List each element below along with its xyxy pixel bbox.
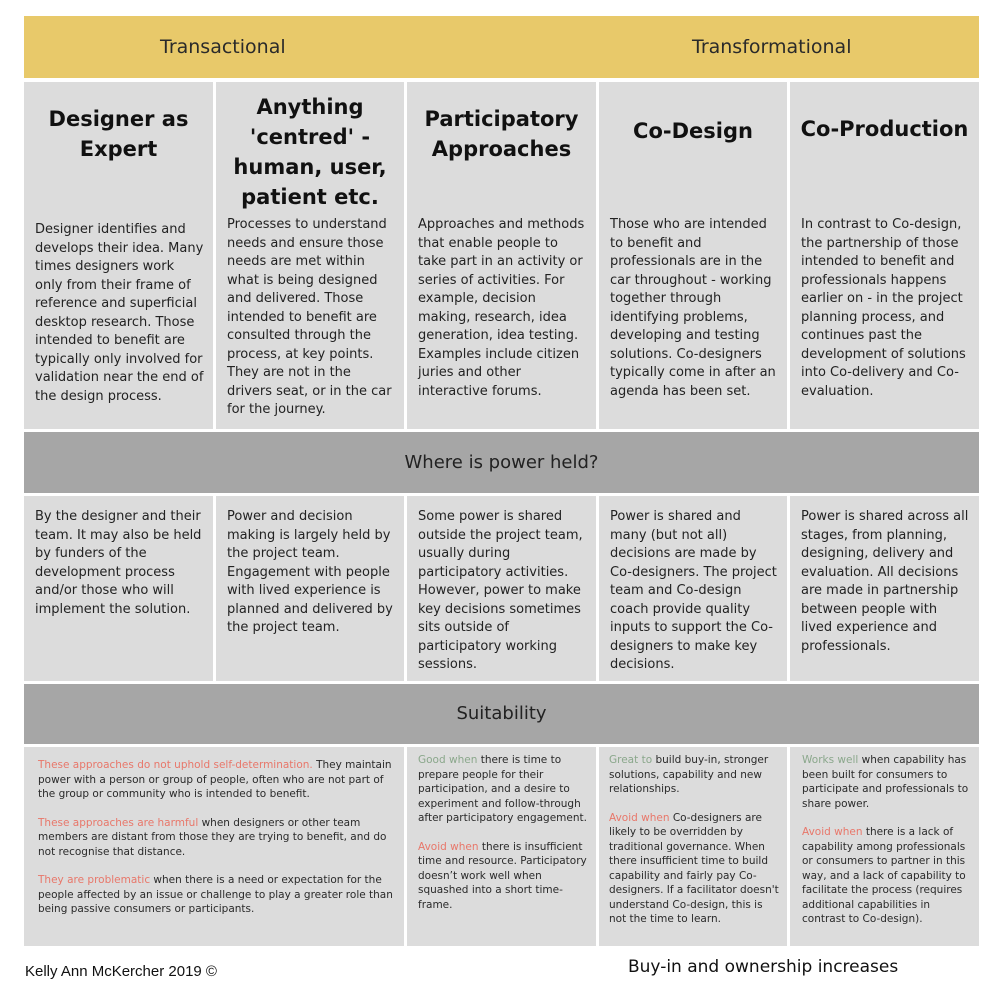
suitability-body: They maintain power with a person or group of people, often who are not part of the group or community who is intended to benefit. <box>38 759 392 800</box>
suitability-highlight: Great to <box>609 754 653 766</box>
column-anything-centred <box>216 82 404 429</box>
power-cell <box>790 496 979 681</box>
column-description: In contrast to Co-design, the partnership of those intended to benefit and professionals happens earlier on - in the project planning process, and continues past the development of solutions into Co-delivery and Co-evaluation. <box>801 217 966 399</box>
suitability-text <box>802 753 971 941</box>
suitability-body: when capability has been built for consumers to participate and professionals to share power. <box>802 754 969 810</box>
suitability-body: when there is a need or expectation for the people affected by an issue or challenge to play a greater role than being passive consumers or participants. <box>38 874 393 915</box>
suitability-highlight: They are problematic <box>38 874 151 886</box>
suitability-body: there is insufficient time and resource. Participatory doesn’t work well when squashed into a short time-frame. <box>418 840 587 911</box>
suitability-highlight: These approaches are harmful <box>38 816 199 829</box>
suitability-highlight: Good when <box>418 754 478 766</box>
suitability-text <box>609 753 779 941</box>
power-text: By the designer and their team. It may also be held by funders of the development process and/or those who will implement the solution. <box>35 509 202 617</box>
author-credit: Kelly Ann McKercher 2019 © <box>25 963 217 980</box>
power-cell <box>216 496 404 681</box>
suitability-highlight: These approaches do not uphold self-determination. <box>38 759 313 771</box>
power-cell <box>24 496 213 681</box>
column-designer-as-expert <box>24 82 213 429</box>
suitability-body: Co-designers are likely to be overridden by traditional governance. When there insufficient time to build capability and fairly pay Co-designers. If a facilitator doesn't understand Co-design, this is not the time to learn. <box>609 811 779 925</box>
power-cell <box>599 496 787 681</box>
suitability-body: when designers or other team members are distant from those they are trying to benefit, and do not recognise that distance. <box>38 816 387 858</box>
suitability-body: there is time to prepare people for their participation, and a desire to experiment and follow-through after participatory engagement. <box>418 754 587 824</box>
column-description: Those who are intended to benefit and professionals are in the car throughout - working together through identifying problems, developing and testing solutions. Co-designers typically come in after an agenda has been set. <box>610 217 776 399</box>
column-description: Designer identifies and develops their idea. Many times designers work only from their frame of reference and superficial desktop research. Those intended to benefit are typically only involved for validation near the end of the design process. <box>35 222 204 404</box>
suitability-cell-participatory <box>407 747 596 946</box>
column-description: Approaches and methods that enable people to take part in an activity or series of activities. For example, decision making, research, idea generation, idea testing. Examples include citizen juries and other interactive forums. <box>418 217 585 399</box>
power-text: Some power is shared outside the project team, usually during participatory activities. However, power to make key decisions sometimes sits outside of participatory working sessions. <box>418 509 583 672</box>
suitability-text <box>418 753 588 926</box>
power-text: Power and decision making is largely held by the project team. Engagement with people with lived experience is planned and delivered by the project team. <box>227 509 393 635</box>
column-title: Anything 'centred' - human, user, patient etc. <box>233 95 387 209</box>
power-section-header: Where is power held? <box>24 432 979 493</box>
column-title: Participatory Approaches <box>424 107 579 161</box>
suitability-cell-transactional <box>24 747 404 946</box>
column-co-design <box>599 82 787 429</box>
suitability-cell-co-design <box>599 747 787 946</box>
power-cell <box>407 496 596 681</box>
suitability-cell-co-production <box>790 747 979 946</box>
transformational-label: Transformational <box>692 36 852 58</box>
approach-spectrum-header <box>24 16 979 78</box>
suitability-body: there is a lack of capability among professionals or consumers to partner in this way, and a lack of capability to facilitate the process (requires additional capabilities in contrast to Co-design). <box>802 826 966 925</box>
column-title: Co-Production <box>800 117 969 141</box>
suitability-highlight: Avoid when <box>802 826 863 838</box>
column-description: Processes to understand needs and ensure those needs are met within what is being designed and delivered. Those intended to benefit are consulted through the process, at key points. They are not in the drivers seat, or in the car for the journey. <box>227 217 392 417</box>
column-title: Co-Design <box>633 119 753 143</box>
power-text: Power is shared and many (but not all) decisions are made by Co-designers. The project team and Co-design coach provide quality inputs to support the Co-designers to make key decisions. <box>610 509 777 672</box>
suitability-highlight: Works well <box>802 754 859 766</box>
suitability-highlight: Avoid when <box>418 840 479 853</box>
column-co-production <box>790 82 979 429</box>
suitability-highlight: Avoid when <box>609 811 670 824</box>
suitability-text <box>38 758 396 931</box>
buy-in-arrow-label: Buy-in and ownership increases <box>628 957 899 977</box>
suitability-body: build buy-in, stronger solutions, capability and new relationships. <box>609 754 769 795</box>
suitability-section-header: Suitability <box>24 684 979 744</box>
transactional-label: Transactional <box>160 36 286 58</box>
power-text: Power is shared across all stages, from planning, designing, delivery and evaluation. All decisions are made in partnership between people with lived experience and professionals. <box>801 509 969 654</box>
column-participatory-approaches <box>407 82 596 429</box>
column-title: Designer as Expert <box>48 107 189 161</box>
